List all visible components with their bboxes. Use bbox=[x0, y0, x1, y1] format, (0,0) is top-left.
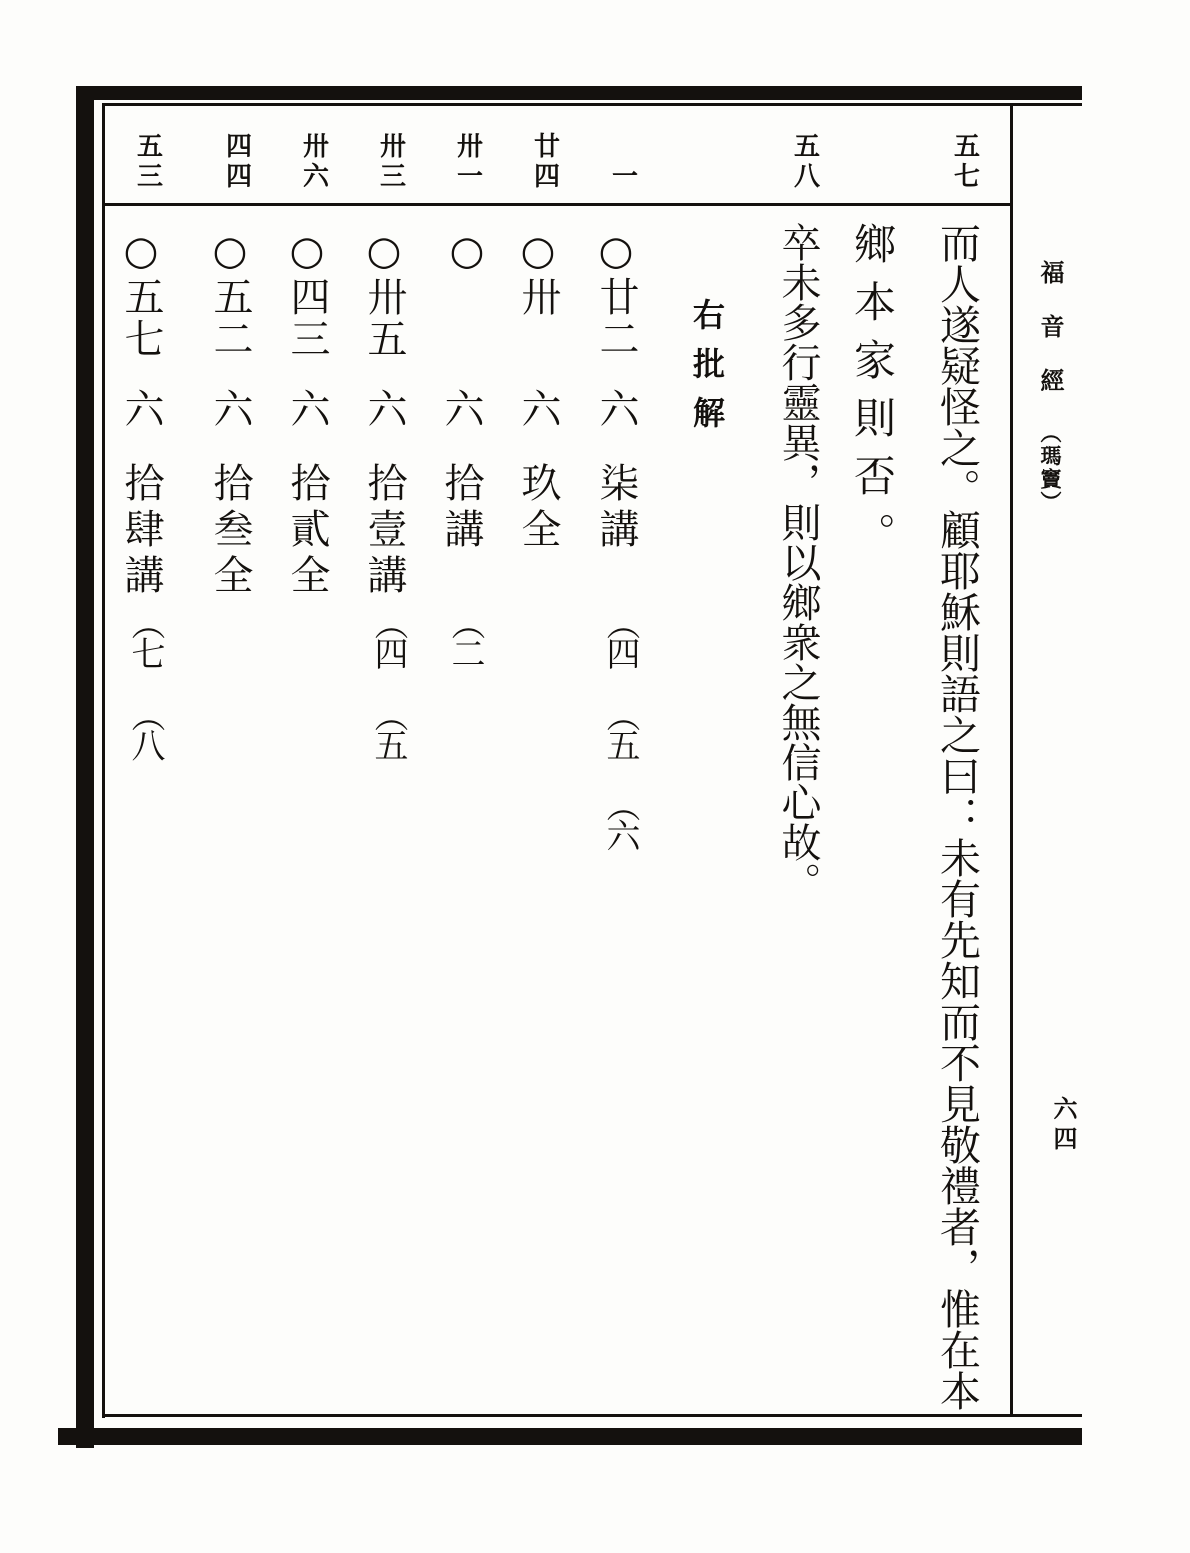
index-volume: 六 bbox=[361, 388, 407, 428]
inner-border-left bbox=[102, 103, 105, 1418]
index-section: 拾講 bbox=[438, 462, 484, 554]
verse-number: 五八 bbox=[789, 132, 820, 192]
index-marker: ○廿二 bbox=[593, 228, 639, 360]
index-marker: ○卅 bbox=[515, 228, 561, 318]
page-border-left bbox=[76, 86, 94, 1448]
index-marker: ○卅五 bbox=[361, 228, 407, 360]
index-volume: 六 bbox=[515, 388, 561, 428]
index-marker: ○四三 bbox=[284, 228, 330, 360]
verse-number-box bbox=[858, 126, 902, 192]
index-ref: （五 bbox=[600, 698, 640, 758]
index-column bbox=[438, 0, 490, 1553]
index-column bbox=[515, 0, 567, 1553]
index-column bbox=[118, 0, 170, 1553]
index-marker: ○ bbox=[444, 228, 490, 276]
margin-book-title-main: 福音經 bbox=[1036, 260, 1065, 422]
index-verse-number: 卅六 bbox=[298, 132, 329, 192]
index-verse-number: 五三 bbox=[132, 132, 163, 192]
index-section: 柒講 bbox=[593, 462, 639, 554]
index-verse-number-box bbox=[446, 126, 490, 192]
index-ref: （七 bbox=[125, 606, 165, 666]
index-volume: 六 bbox=[284, 388, 330, 428]
index-verse-number-box bbox=[215, 126, 259, 192]
index-section: 拾貳全 bbox=[284, 462, 330, 600]
index-verse-number: 卅三 bbox=[375, 132, 406, 192]
index-volume: 六 bbox=[438, 388, 484, 428]
section-header: 右批解 bbox=[688, 298, 726, 445]
index-verse-number-box bbox=[523, 126, 567, 192]
page-number: 六四 bbox=[1049, 1096, 1078, 1156]
margin-book-title-sub: （瑪竇） bbox=[1038, 422, 1063, 514]
margin-book-title bbox=[1034, 260, 1068, 514]
index-column bbox=[207, 0, 259, 1553]
index-verse-number-box bbox=[292, 126, 336, 192]
index-ref: （四 bbox=[368, 606, 408, 666]
verse-text: 而人遂疑怪之。顧耶穌則語之曰：未有先知而不見敬禮者，惟在本 bbox=[933, 222, 981, 1411]
index-verse-number: 卅一 bbox=[452, 132, 483, 192]
page-border-bottom bbox=[58, 1428, 1082, 1445]
index-column bbox=[593, 0, 645, 1553]
verse-column bbox=[933, 0, 987, 1553]
verse-column bbox=[775, 0, 827, 1553]
index-marker: ○五二 bbox=[207, 228, 253, 360]
index-volume: 六 bbox=[118, 388, 164, 428]
verse-text: 卒未多行靈異，則以鄉衆之無信心故。 bbox=[775, 222, 821, 902]
index-column bbox=[361, 0, 413, 1553]
index-section: 拾叁全 bbox=[207, 462, 253, 600]
index-verse-number-box bbox=[126, 126, 170, 192]
index-verse-number: 一 bbox=[607, 162, 638, 192]
index-volume: 六 bbox=[207, 388, 253, 428]
verse-number: 五七 bbox=[949, 132, 980, 192]
margin-divider-line bbox=[1010, 104, 1013, 1416]
index-verse-number-box bbox=[369, 126, 413, 192]
verse-number-box bbox=[783, 126, 827, 192]
verse-column bbox=[848, 0, 902, 1553]
verse-number-box bbox=[943, 126, 987, 192]
index-verse-number: 四四 bbox=[221, 132, 252, 192]
verse-text: 鄉本家則否。 bbox=[848, 222, 897, 570]
index-section: 拾壹講 bbox=[361, 462, 407, 600]
index-ref: （八 bbox=[125, 698, 165, 758]
index-ref: （二 bbox=[445, 606, 485, 666]
index-column bbox=[284, 0, 336, 1553]
index-section: 玖全 bbox=[515, 462, 561, 554]
index-ref: （六 bbox=[600, 788, 640, 848]
index-ref: （四 bbox=[600, 606, 640, 666]
index-ref: （五 bbox=[368, 698, 408, 758]
index-volume: 六 bbox=[593, 388, 639, 428]
index-verse-number: 廿四 bbox=[529, 132, 560, 192]
index-section: 拾肆講 bbox=[118, 462, 164, 600]
index-verse-number-box bbox=[601, 126, 645, 192]
index-marker: ○五七 bbox=[118, 228, 164, 360]
